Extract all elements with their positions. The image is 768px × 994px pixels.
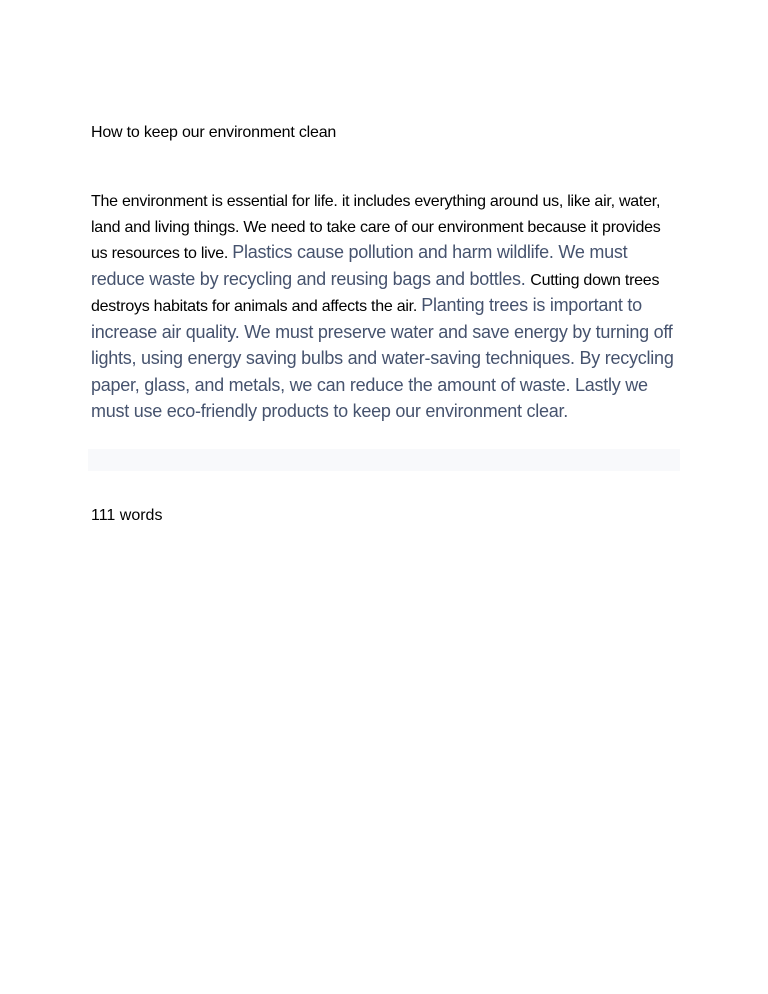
paragraph-segment-4: Planting trees is important to increase air quality. We must preserve water and save energy by turning off lights, using energy saving bulbs and water-saving techniques. By recycling paper, glass, and metals, we can reduce the amount of waste. Lastly we must use eco-friendly products to keep our environment clear. [91, 295, 674, 421]
body-paragraph [91, 189, 681, 426]
word-count: 111 words [91, 507, 163, 524]
paragraph-segment-2: Plastics cause pollution and harm wildlife. We must reduce waste by recycling and reusing bags and bottles. [91, 242, 628, 289]
paragraph-segment-1: The environment is essential for life. it includes everything around us, like air, water, land and living things. We need to take care of our environment because it provides us resources to live. [91, 193, 661, 262]
paragraph-segment-3: Cutting down trees destroys habitats for animals and affects the air. [91, 271, 660, 315]
document-title: How to keep our environment clean [91, 124, 337, 141]
shaded-divider-band [88, 449, 680, 471]
